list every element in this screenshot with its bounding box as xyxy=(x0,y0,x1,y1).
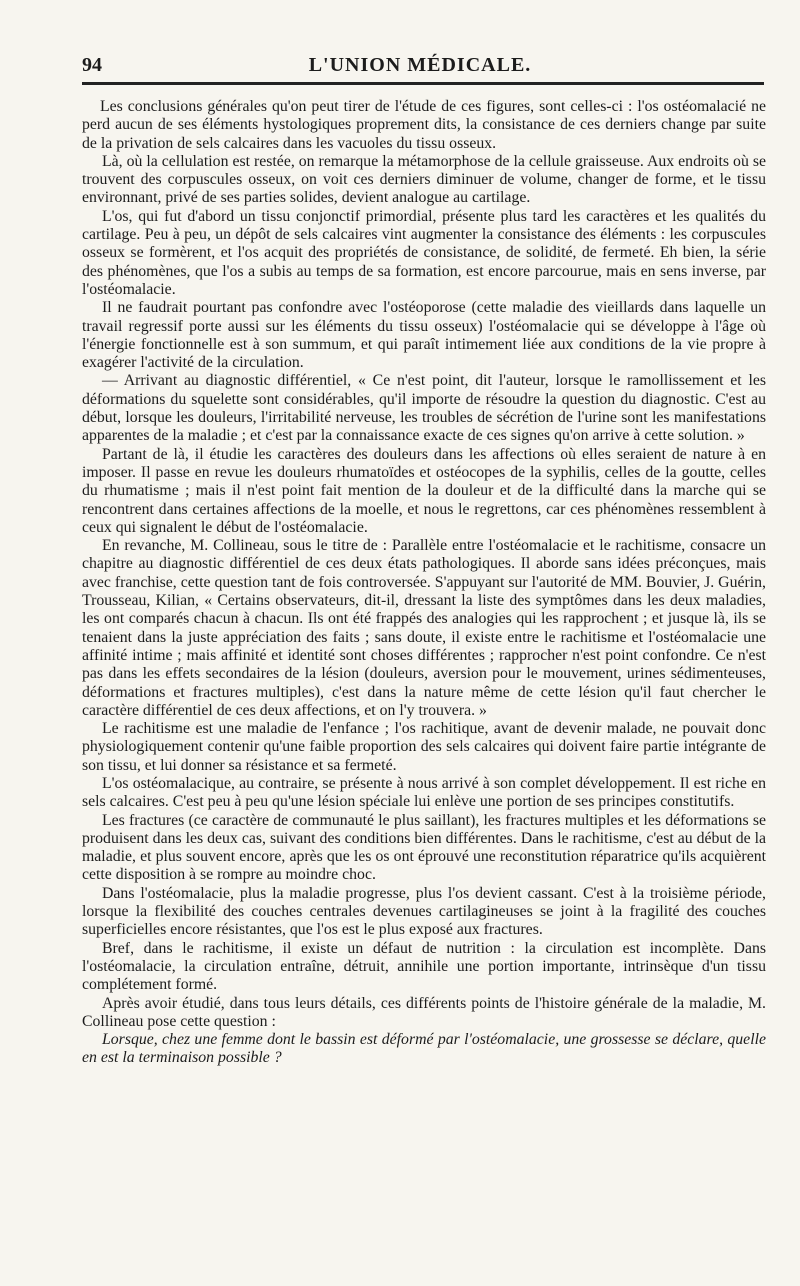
page-number: 94 xyxy=(82,54,102,76)
paragraph-fractures: Les fractures (ce caractère de communauté le plus saillant), les fractures multiples et les déformations se produisent dans les deux cas, suivant des conditions bien différentes. Dans le rachitisme, c'est au début de la maladie, et plus souvent encore, après que les os ont éprouvé une reconstitution réparatrice qu'ils acquièrent cette disposition à se rompre au moindre choc. xyxy=(82,811,766,884)
paragraph-cartilage: L'os, qui fut d'abord un tissu conjonctif primordial, présente plus tard les caractères et les qualités du cartilage. Peu à peu, un dépôt de sels calcaires vint augmenter la consistance des éléments : les corpuscules osseux se formèrent, et l'os acquit des propriétés de consistance, de solidité, de fermeté. Eh bien, la série des phénomènes, que l'os a subis au temps de sa formation, est encore parcourue, mais en sens inverse, par l'ostéomalacie. xyxy=(82,207,766,298)
paragraph-parallele: En revanche, M. Collineau, sous le titre de : Parallèle entre l'ostéomalacie et le rachitisme, consacre un chapitre au diagnostic différentiel de ces deux états pathologiques. Il aborde sans idées préconçues, mais avec franchise, cette question tant de fois controversée. S'appuyant sur l'autorité de MM. Bouvier, J. Guérin, Trousseau, Kilian, « Certains observateurs, dit-il, dressant la liste des symptômes dans les deux maladies, les ont comparés chacun à chacun. Ils ont été frappés des analogies qui les rapprochent ; et jusque là, ils se tenaient dans la juste appréciation des faits ; sans doute, il existe entre le rachitisme et l'ostéomalacie une affinité intime ; mais affinité et identité sont choses différentes ; rapprocher n'est point confondre. Ce n'est pas dans les effets secondaires de la lésion (douleurs, aversion pour le mouvement, urines sédimenteuses, déformations et fractures multiples), c'est dans la nature même de cette lésion qu'il faut chercher le caractère différentiel de ces deux affections, et on l'y trouvera. » xyxy=(82,537,766,719)
header-rule xyxy=(82,82,764,85)
paragraph-cellulation: Là, où la cellulation est restée, on remarque la métamorphose de la cellule graisseuse. Aux endroits où se trouvent des corpuscules osseux, on voit ces derniers diminuer de volume, changer de forme, et le tissu environnant, privé de ses parties solides, devient analogue au cartilage. xyxy=(82,152,766,207)
paragraph-question: Lorsque, chez une femme dont le bassin est déformé par l'ostéomalacie, une grossesse se déclare, quelle en est la terminaison possible ? xyxy=(82,1031,766,1067)
paragraph-os-osteomalacique: L'os ostéomalacique, au contraire, se présente à nous arrivé à son complet développement. Il est riche en sels calcaires. C'est peu à peu qu'une lésion spéciale lui enlève une portion de ses principes constitutifs. xyxy=(82,774,766,811)
paragraph-question-intro: Après avoir étudié, dans tous leurs détails, ces différents points de l'histoire générale de la maladie, M. Collineau pose cette question : xyxy=(82,994,766,1030)
paragraph-diagnostic: — Arrivant au diagnostic différentiel, « Ce n'est point, dit l'auteur, lorsque le ramollissement et les déformations du squelette sont considérables, qu'il importe de résoudre la question du diagnostic. C'est au début, lorsque les douleurs, l'irritabilité nerveuse, les troubles de sécrétion de l'urine sont les manifestations apparentes de la maladie ; et c'est par la connaissance exacte de ces signes qu'on arrive à cette solution. » xyxy=(82,372,766,445)
page-header xyxy=(82,48,758,80)
paragraph-rachitisme: Le rachitisme est une maladie de l'enfance ; l'os rachitique, avant de devenir malade, ne pouvait donc physiologiquement contenir qu'une faible proportion des sels calcaires qui doivent faire partie intégrante de son tissu, et lui donner sa résistance et sa fermeté. xyxy=(82,720,766,774)
paragraph-douleurs: Partant de là, il étudie les caractères des douleurs dans les affections où elles seraient de nature à en imposer. Il passe en revue les douleurs rhumatoïdes et ostéocopes de la syphilis, celles de la goutte, celles du rhumatisme ; mais il n'est point fait mention de la douleur et de la difficulté dans la marche qui se rencontrent dans certaines affections de la moelle, et nous le regrettons, car ces phénomènes ressemblent à ceux qui signalent le début de l'ostéomalacie. xyxy=(82,445,766,536)
document-page xyxy=(82,48,766,1067)
running-title: L'UNION MÉDICALE. xyxy=(308,54,532,76)
paragraph-osteoporose: Il ne faudrait pourtant pas confondre avec l'ostéoporose (cette maladie des vieillards dans laquelle un travail regressif porte aussi sur les éléments du tissu osseux) l'ostéomalacie qui se développe à l'âge où l'énergie fonctionnelle est à son summum, et qui paraît intimement liée aux conditions de la vie propre à exagérer l'activité de la circulation. xyxy=(82,299,766,372)
paragraph-conclusions: Les conclusions générales qu'on peut tirer de l'étude de ces figures, sont celles-ci : l'os ostéomalacié ne perd aucun de ses éléments hystologiques proprement dits, la consistance de ces derniers change par suite de la privation de sels calcaires dans les vacuoles du tissu osseux. xyxy=(82,98,766,152)
paragraph-bref: Bref, dans le rachitisme, il existe un défaut de nutrition : la circulation est incomplète. Dans l'ostéomalacie, la circulation entraîne, détruit, annihile une portion importante, intrinsèque d'un tissu complétement formé. xyxy=(82,939,766,994)
article-body xyxy=(82,98,766,1068)
paragraph-progression: Dans l'ostéomalacie, plus la maladie progresse, plus l'os devient cassant. C'est à la troisième période, lorsque la flexibilité des couches centrales devenues cartilagineuses se joint à la fragilité des couches superficielles encore résistantes, que l'os est le plus exposé aux fractures. xyxy=(82,884,766,939)
